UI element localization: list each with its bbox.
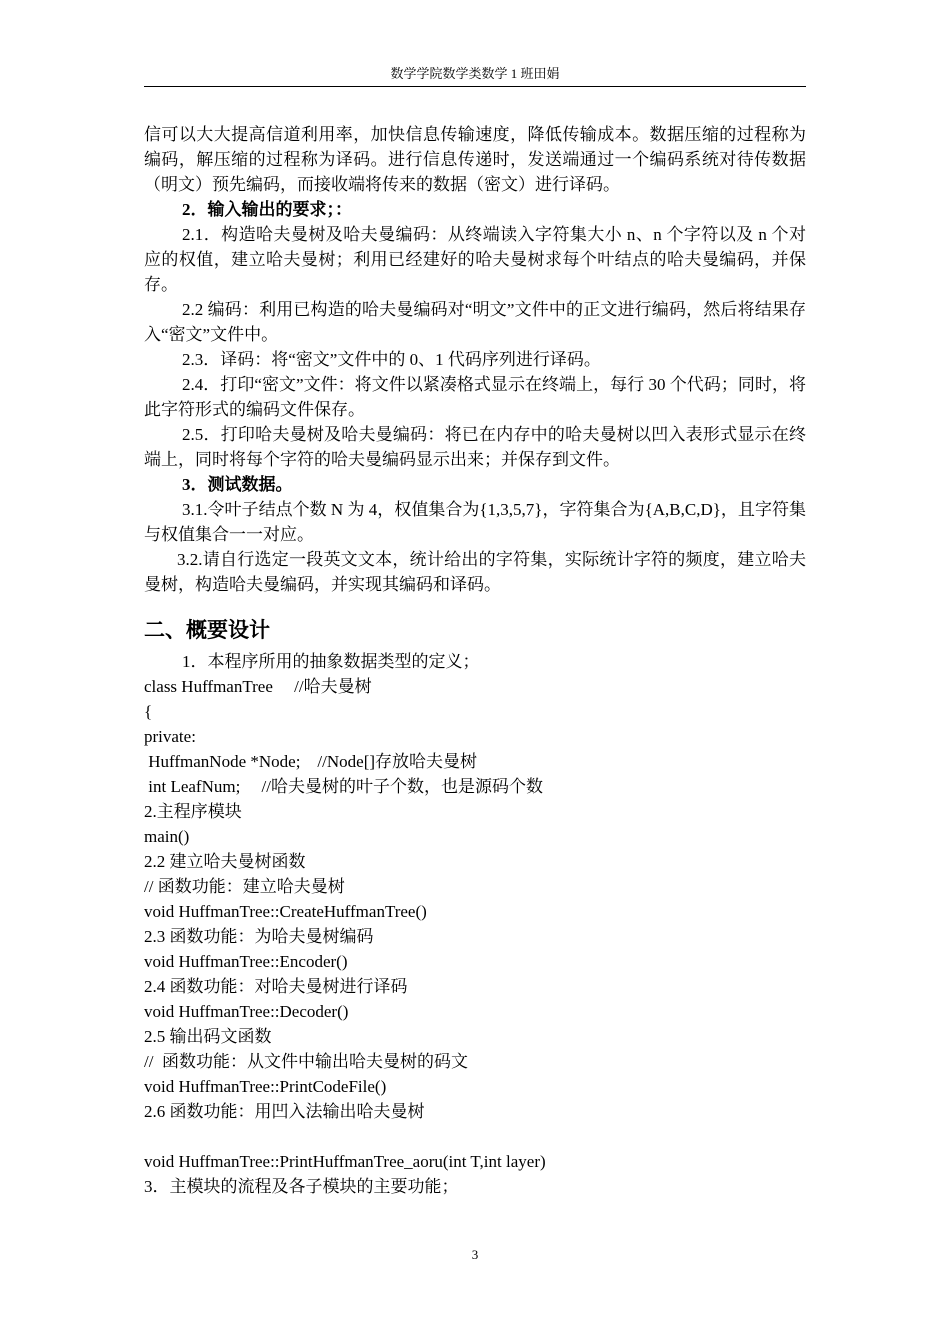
code-line: void HuffmanTree::Encoder() — [144, 952, 348, 971]
code-line: 2.4 函数功能：对哈夫曼树进行译码 — [144, 977, 408, 996]
design-section-title: 二、概要设计 — [144, 618, 270, 642]
code-line: void HuffmanTree::Decoder() — [144, 1002, 349, 1021]
io-item-2-2: 2.2 编码：利用已构造的哈夫曼编码对“明文”文件中的正文进行编码，然后将结果存入“密文”文件中。 — [144, 300, 806, 344]
test-item-3-2: 3.2.请自行选定一段英文文本，统计给出的字符集，实际统计字符的频度，建立哈夫曼树，构造哈夫曼编码，并实现其编码和译码。 — [144, 550, 806, 594]
code-line: class HuffmanTree //哈夫曼树 — [144, 677, 372, 696]
page-body — [144, 122, 806, 1199]
code-line: main() — [144, 827, 190, 846]
test-item-3-1: 3.1.令叶子结点个数 N 为 4，权值集合为{1,3,5,7}，字符集合为{A,B,C,D}，且字符集与权值集合一一对应。 — [144, 500, 806, 544]
code-line: void HuffmanTree::CreateHuffmanTree() — [144, 902, 427, 921]
io-item-2-4: 2.4．打印“密文”文件：将文件以紧凑格式显示在终端上，每行 30 个代码；同时，将此字符形式的编码文件保存。 — [144, 375, 806, 419]
code-line: void HuffmanTree::PrintHuffmanTree_aoru(int T,int layer) — [144, 1152, 546, 1171]
page-number: 3 — [471, 1247, 479, 1262]
io-item-2-1: 2.1．构造哈夫曼树及哈夫曼编码：从终端读入字符集大小 n、n 个字符以及 n 个对应的权值，建立哈夫曼树；利用已经建好的哈夫曼树求每个叶结点的哈夫曼编码，并保存。 — [144, 225, 806, 294]
intro-paragraph: 信可以大大提高信道利用率，加快信息传输速度，降低传输成本。数据压缩的过程称为编码，解压缩的过程称为译码。进行信息传递时，发送端通过一个编码系统对待传数据（明文）预先编码，而接收端将传来的数据（密文）进行译码。 — [144, 125, 806, 194]
code-line: // 函数功能：从文件中输出哈夫曼树的码文 — [144, 1052, 468, 1071]
io-item-2-5: 2.5．打印哈夫曼树及哈夫曼编码：将已在内存中的哈夫曼树以凹入表形式显示在终端上，同时将每个字符的哈夫曼编码显示出来；并保存到文件。 — [144, 425, 806, 469]
code-line: private: — [144, 727, 196, 746]
code-line: void HuffmanTree::PrintCodeFile() — [144, 1077, 387, 1096]
code-line: // 函数功能：建立哈夫曼树 — [144, 877, 345, 896]
code-line: { — [144, 702, 153, 721]
design-intro: 1．本程序所用的抽象数据类型的定义； — [182, 652, 480, 671]
code-line: 3．主模块的流程及各子模块的主要功能； — [144, 1177, 459, 1196]
section-test-heading: 3．测试数据。 — [182, 475, 293, 494]
code-line: 2.5 输出码文函数 — [144, 1027, 272, 1046]
blank-line — [144, 1124, 806, 1149]
code-line: 2.主程序模块 — [144, 802, 242, 821]
io-item-2-3: 2.3．译码：将“密文”文件中的 0、1 代码序列进行译码。 — [182, 350, 601, 369]
code-line: 2.3 函数功能：为哈夫曼树编码 — [144, 927, 374, 946]
section-io-heading: 2．输入输出的要求；： — [182, 200, 352, 219]
code-line: HuffmanNode *Node; //Node[]存放哈夫曼树 — [144, 752, 478, 771]
code-line: 2.6 函数功能：用凹入法输出哈夫曼树 — [144, 1102, 425, 1121]
page-header: 数学学院数学类数学 1 班田娟 — [144, 62, 806, 87]
code-line: 2.2 建立哈夫曼树函数 — [144, 852, 306, 871]
code-line: int LeafNum; //哈夫曼树的叶子个数，也是源码个数 — [144, 777, 544, 796]
